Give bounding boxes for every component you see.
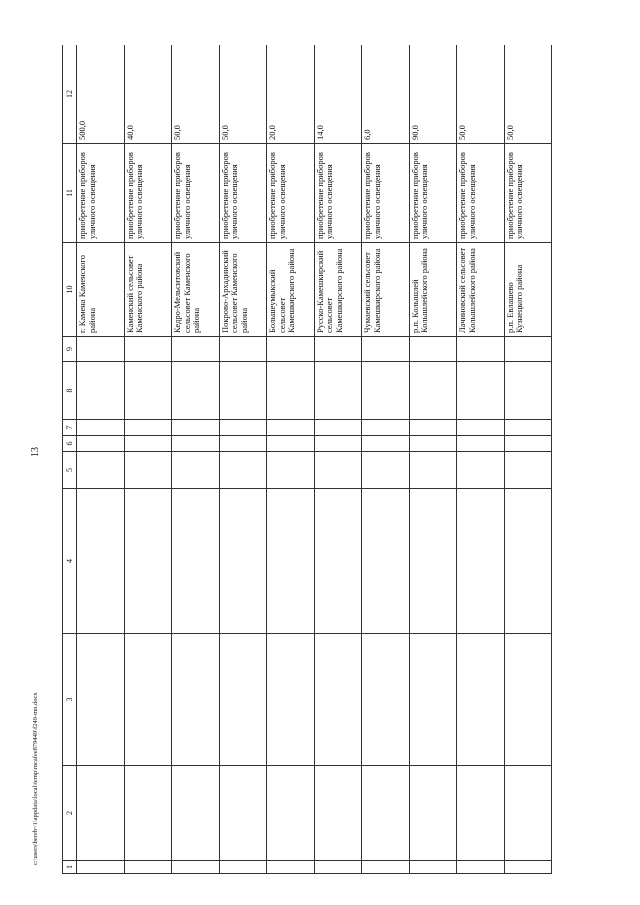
empty-cell-3	[219, 634, 267, 766]
empty-cell-6	[409, 436, 457, 452]
municipality-cell: Кедро-Мельситовский сельсовет Каменского района	[172, 243, 220, 337]
empty-cell-4	[504, 489, 552, 634]
empty-cell-2	[504, 766, 552, 861]
municipality-cell: р.п. Колышлей Колышлейского района	[409, 243, 457, 337]
empty-cell-5	[124, 452, 172, 489]
municipality-cell: Покрово-Архадинский сельсовет Каменского района	[219, 243, 267, 337]
rotated-table-frame	[62, 45, 552, 874]
empty-cell-4	[124, 489, 172, 634]
empty-cell-9	[267, 337, 315, 362]
municipality-cell: Русско-Камешкирский сельсовет Камешкирского района	[314, 243, 362, 337]
municipality-cell: г. Камена Каменского района	[77, 243, 125, 337]
empty-cell-9	[504, 337, 552, 362]
page-number: 13	[30, 447, 41, 457]
empty-cell-4	[457, 489, 505, 634]
empty-cell-4	[267, 489, 315, 634]
column-header: 1	[63, 861, 77, 874]
empty-cell-9	[362, 337, 410, 362]
empty-cell-7	[409, 420, 457, 436]
empty-cell-5	[77, 452, 125, 489]
header-row	[63, 45, 77, 874]
table-row	[457, 45, 505, 874]
empty-cell-7	[267, 420, 315, 436]
table-row	[77, 45, 125, 874]
empty-cell-4	[219, 489, 267, 634]
empty-cell-7	[457, 420, 505, 436]
empty-cell-3	[172, 634, 220, 766]
empty-cell-7	[219, 420, 267, 436]
empty-cell-4	[362, 489, 410, 634]
amount-cell: 14,0	[314, 45, 362, 144]
purpose-cell: приобретение приборов уличного освещения	[457, 144, 505, 243]
empty-cell-9	[457, 337, 505, 362]
table-row	[504, 45, 552, 874]
purpose-cell: приобретение приборов уличного освещения	[124, 144, 172, 243]
empty-cell-6	[504, 436, 552, 452]
empty-cell-7	[172, 420, 220, 436]
amount-cell: 50,0	[504, 45, 552, 144]
empty-cell-8	[504, 362, 552, 420]
purpose-cell: приобретение приборов уличного освещения	[267, 144, 315, 243]
empty-cell-9	[172, 337, 220, 362]
amount-cell: 20,0	[267, 45, 315, 144]
empty-cell-1	[172, 861, 220, 874]
empty-cell-5	[267, 452, 315, 489]
column-header: 4	[63, 489, 77, 634]
empty-cell-8	[314, 362, 362, 420]
amount-cell: 50,0	[457, 45, 505, 144]
empty-cell-2	[409, 766, 457, 861]
empty-cell-1	[314, 861, 362, 874]
amount-cell: 50,0	[219, 45, 267, 144]
column-header: 8	[63, 362, 77, 420]
empty-cell-4	[409, 489, 457, 634]
municipality-cell: Каменский сельсовет Каменского района	[124, 243, 172, 337]
column-header: 11	[63, 144, 77, 243]
empty-cell-9	[124, 337, 172, 362]
empty-cell-6	[362, 436, 410, 452]
column-header: 3	[63, 634, 77, 766]
municipality-cell: Лачиновский сельсовет Колышлейского района	[457, 243, 505, 337]
empty-cell-2	[219, 766, 267, 861]
empty-cell-1	[267, 861, 315, 874]
column-header: 5	[63, 452, 77, 489]
empty-cell-4	[77, 489, 125, 634]
municipality-cell: Чумаевский сельсовет Камешкирского района	[362, 243, 410, 337]
empty-cell-1	[504, 861, 552, 874]
amount-cell: 40,0	[124, 45, 172, 144]
empty-cell-8	[362, 362, 410, 420]
purpose-cell: приобретение приборов уличного освещения	[504, 144, 552, 243]
empty-cell-8	[172, 362, 220, 420]
municipality-cell: р.п. Евлашево Кузнецкого района	[504, 243, 552, 337]
empty-cell-3	[362, 634, 410, 766]
empty-cell-6	[457, 436, 505, 452]
empty-cell-2	[314, 766, 362, 861]
empty-cell-5	[172, 452, 220, 489]
empty-cell-4	[314, 489, 362, 634]
empty-cell-5	[314, 452, 362, 489]
empty-cell-8	[124, 362, 172, 420]
empty-cell-6	[77, 436, 125, 452]
empty-cell-5	[362, 452, 410, 489]
empty-cell-5	[504, 452, 552, 489]
purpose-cell: приобретение приборов уличного освещения	[219, 144, 267, 243]
empty-cell-6	[314, 436, 362, 452]
data-table	[62, 45, 552, 874]
column-header: 9	[63, 337, 77, 362]
column-header: 7	[63, 420, 77, 436]
empty-cell-5	[457, 452, 505, 489]
empty-cell-1	[77, 861, 125, 874]
purpose-cell: приобретение приборов уличного освещения	[314, 144, 362, 243]
empty-cell-6	[219, 436, 267, 452]
purpose-cell: приобретение приборов уличного освещения	[409, 144, 457, 243]
empty-cell-8	[267, 362, 315, 420]
empty-cell-1	[457, 861, 505, 874]
municipality-cell: Большеумыкский сельсовет Камешкирского района	[267, 243, 315, 337]
column-header: 10	[63, 243, 77, 337]
empty-cell-8	[457, 362, 505, 420]
empty-cell-6	[124, 436, 172, 452]
empty-cell-5	[219, 452, 267, 489]
empty-cell-1	[124, 861, 172, 874]
amount-cell: 50,0	[172, 45, 220, 144]
empty-cell-2	[267, 766, 315, 861]
purpose-cell: приобретение приборов уличного освещения	[172, 144, 220, 243]
table-row	[314, 45, 362, 874]
empty-cell-4	[172, 489, 220, 634]
empty-cell-7	[314, 420, 362, 436]
amount-cell: 6,0	[362, 45, 410, 144]
table-row	[124, 45, 172, 874]
empty-cell-8	[219, 362, 267, 420]
table-row	[219, 45, 267, 874]
empty-cell-7	[362, 420, 410, 436]
empty-cell-3	[457, 634, 505, 766]
empty-cell-6	[172, 436, 220, 452]
empty-cell-2	[457, 766, 505, 861]
empty-cell-9	[219, 337, 267, 362]
empty-cell-8	[409, 362, 457, 420]
empty-cell-3	[267, 634, 315, 766]
empty-cell-9	[314, 337, 362, 362]
amount-cell: 90,0	[409, 45, 457, 144]
purpose-cell: приобретение приборов уличного освещения	[362, 144, 410, 243]
empty-cell-2	[362, 766, 410, 861]
purpose-cell: приобретение приборов уличного освещения	[77, 144, 125, 243]
table-row	[267, 45, 315, 874]
column-header: 2	[63, 766, 77, 861]
empty-cell-2	[172, 766, 220, 861]
rotated-table-container	[62, 45, 552, 874]
empty-cell-3	[77, 634, 125, 766]
empty-cell-2	[124, 766, 172, 861]
empty-cell-3	[409, 634, 457, 766]
column-header: 12	[63, 45, 77, 144]
empty-cell-1	[219, 861, 267, 874]
empty-cell-7	[124, 420, 172, 436]
empty-cell-1	[409, 861, 457, 874]
table-row	[362, 45, 410, 874]
empty-cell-3	[314, 634, 362, 766]
footer-file-path: c:\users\bereb~1\appdata\local\temp\mcafee879449\f249-mn.docx	[32, 692, 39, 865]
empty-cell-5	[409, 452, 457, 489]
empty-cell-2	[77, 766, 125, 861]
empty-cell-3	[504, 634, 552, 766]
empty-cell-8	[77, 362, 125, 420]
empty-cell-1	[362, 861, 410, 874]
empty-cell-9	[77, 337, 125, 362]
column-header: 6	[63, 436, 77, 452]
amount-cell: 500,0	[77, 45, 125, 144]
empty-cell-9	[409, 337, 457, 362]
empty-cell-6	[267, 436, 315, 452]
empty-cell-3	[124, 634, 172, 766]
table-row	[172, 45, 220, 874]
empty-cell-7	[77, 420, 125, 436]
empty-cell-7	[504, 420, 552, 436]
table-row	[409, 45, 457, 874]
